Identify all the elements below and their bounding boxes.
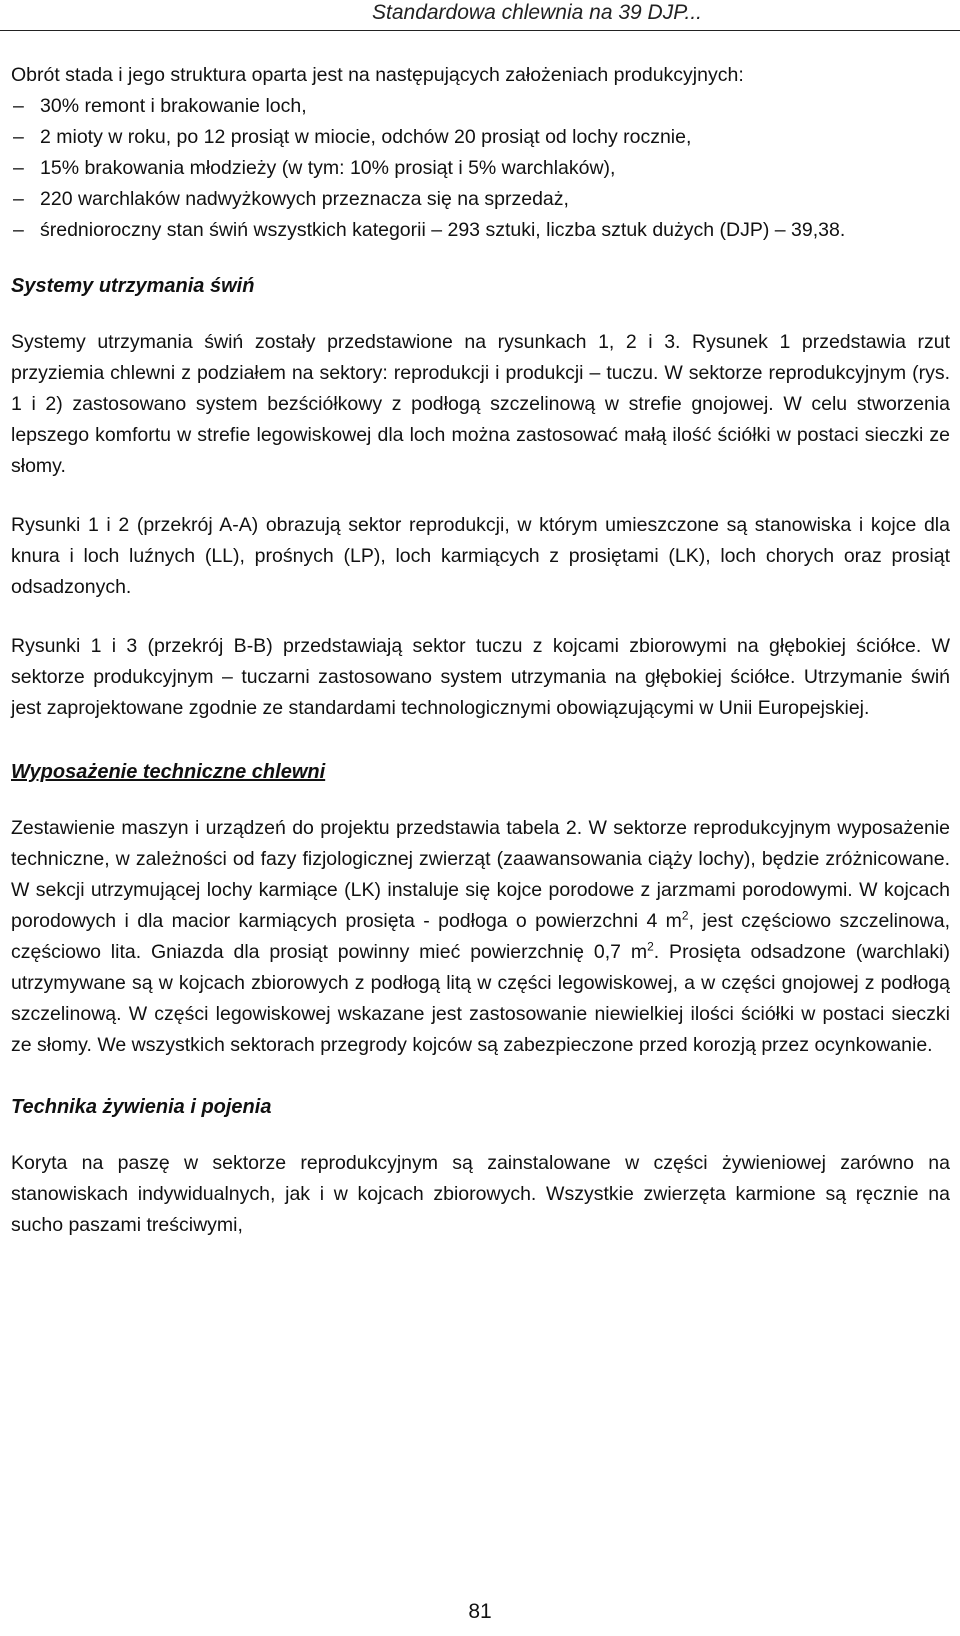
list-item bbox=[11, 215, 950, 246]
dash-marker: – bbox=[13, 126, 24, 148]
list-item bbox=[11, 91, 950, 122]
list-item-text: 220 warchlaków nadwyżkowych przeznacza się na sprzedaż, bbox=[40, 188, 569, 210]
list-item bbox=[11, 153, 950, 184]
list-item bbox=[11, 184, 950, 215]
dash-marker: – bbox=[13, 219, 24, 241]
list-item-text: 30% remont i brakowanie loch, bbox=[40, 95, 307, 117]
running-header bbox=[0, 0, 960, 31]
section-heading-technical-equipment: Wyposażenie techniczne chlewni bbox=[11, 761, 326, 783]
list-item-text: średnioroczny stan świń wszystkich kategorii – 293 sztuki, liczba sztuk dużych (DJP) – 39,38. bbox=[40, 219, 846, 241]
dash-marker: – bbox=[13, 95, 24, 117]
paragraph: Rysunki 1 i 2 (przekrój A-A) obrazują sektor reprodukcji, w którym umieszczone są stanowiska i kojce dla knura i loch luźnych (LL), prośnych (LP), loch karmiących z prosiętami (LK), loch chorych oraz prosiąt odsadzonych. bbox=[11, 514, 950, 598]
superscript: 2 bbox=[647, 939, 654, 954]
page-number: 81 bbox=[468, 1600, 492, 1623]
header-title: Standardowa chlewnia na 39 DJP... bbox=[372, 1, 702, 24]
superscript: 2 bbox=[681, 908, 689, 923]
paragraph: Zestawienie maszyn i urządzeń do projektu przedstawia tabela 2. W sektorze reprodukcyjnym wyposażenie techniczne, w zależności od fazy fizjologicznej zwierząt (zaawansowania ciąży lochy), będzie zróżnicowane. W sekcji utrzymującej lochy karmiące (LK) instaluje się kojce porodowe z jarzmami porodowymi. W kojcach porodowych i dla macior karmiących prosięta - podłoga o powierzchni 4 $m^2$, jest częściowo szczelinowa, częściowo lita. Gniazda dla prosiąt powinny mieć powierzchnię 0,7 $m^2$. Prosięta odsadzone (warchlaki) utrzymywane są w kojcach zbiorowych z podłogą litą w części legowiskowej, a w części gnojowej z podłogą szczelinową. W części legowiskowej wskazane jest zastosowanie niewielkiej ilości ściółki w postaci sieczki ze słomy. We wszystkich sektorach przegrody kojców są zabezpieczone przed korozją przez ocynkowanie. bbox=[11, 817, 950, 1056]
intro-paragraph: Obrót stada i jego struktura oparta jest na następujących założeniach produkcyjnych: bbox=[11, 64, 744, 86]
page-body bbox=[11, 60, 950, 1241]
list-item bbox=[11, 122, 950, 153]
dash-marker: – bbox=[13, 188, 24, 210]
assumptions-list bbox=[11, 91, 950, 246]
section-heading-feeding-watering: Technika żywienia i pojenia bbox=[11, 1096, 272, 1118]
paragraph: Systemy utrzymania świń zostały przedstawione na rysunkach 1, 2 i 3. Rysunek 1 przedstawia rzut przyziemia chlewni z podziałem na sektory: reprodukcji i produkcji – tuczu. W sektorze reprodukcyjnym (rys. 1 i 2) zastosowano system bezściółkowy z podłogą szczelinową w strefie gnojowej. W celu stworzenia lepszego komfortu w strefie legowiskowej dla loch można zastosować małą ilość ściółki w postaci sieczki ze słomy. bbox=[11, 331, 950, 477]
dash-marker: – bbox=[13, 157, 24, 179]
list-item-text: 2 mioty w roku, po 12 prosiąt w miocie, odchów 20 prosiąt od lochy rocznie, bbox=[40, 126, 692, 148]
section-heading-housing-systems: Systemy utrzymania świń bbox=[11, 275, 255, 297]
list-item-text: 15% brakowania młodzieży (w tym: 10% prosiąt i 5% warchlaków), bbox=[40, 157, 616, 179]
paragraph: Koryta na paszę w sektorze reprodukcyjnym są zainstalowane w części żywieniowej zarówno na stanowiskach indywidualnych, jak i w kojcach zbiorowych. Wszystkie zwierzęta karmione są ręcznie na sucho paszami treściwymi, bbox=[11, 1152, 950, 1236]
paragraph: Rysunki 1 i 3 (przekrój B-B) przedstawiają sektor tuczu z kojcami zbiorowymi na głębokiej ściółce. W sektorze produkcyjnym – tuczarni zastosowano system utrzymania na głębokiej ściółce. Utrzymanie świń jest zaprojektowane zgodnie ze standardami technologicznymi obowiązującymi w Unii Europejskiej. bbox=[11, 635, 950, 719]
